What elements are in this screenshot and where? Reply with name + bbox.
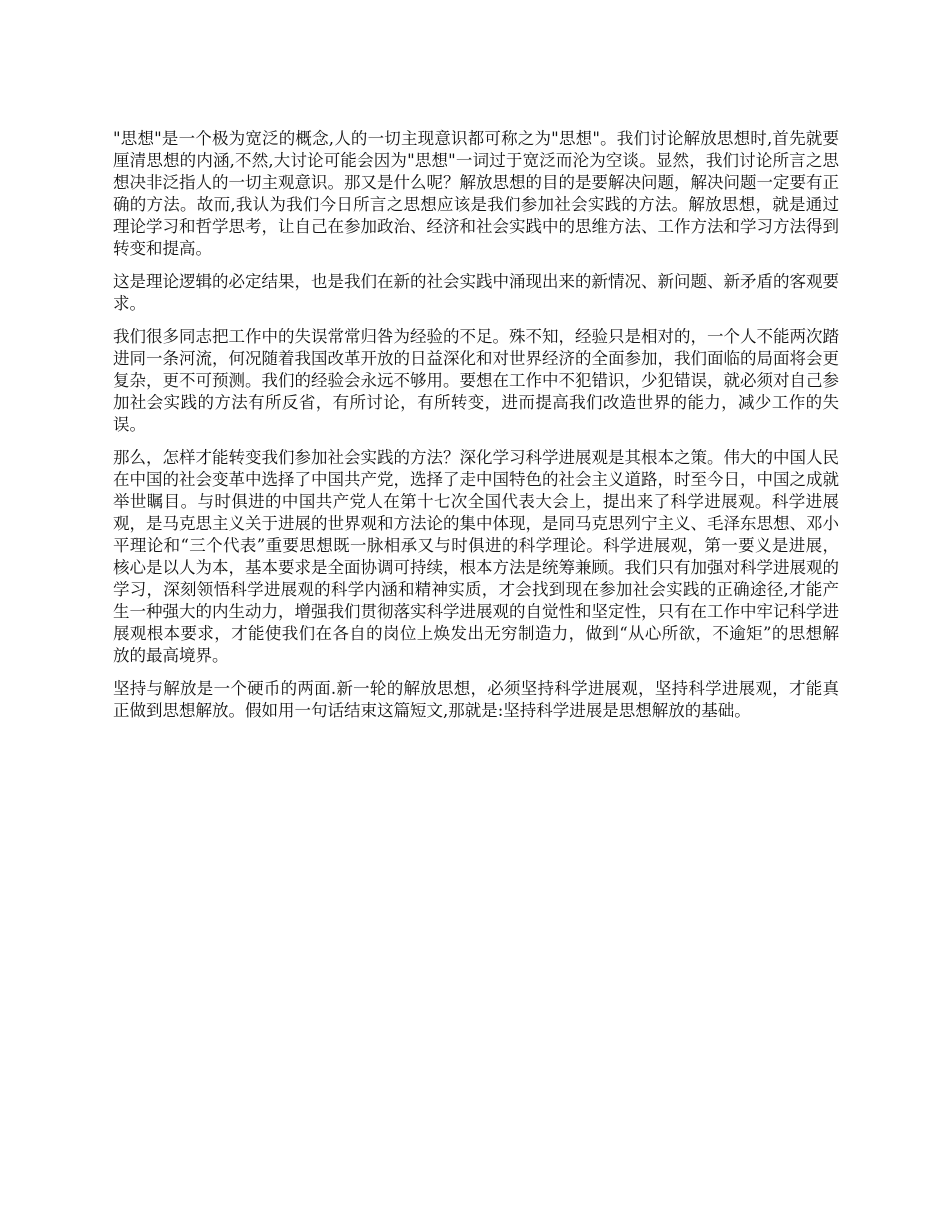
paragraph-3: 我们很多同志把工作中的失误常常归咎为经验的不足。殊不知，经验只是相对的，一个人不能两次踏进同一条河流，何况随着我国改革开放的日益深化和对世界经济的全面参加，我们面临的局面将会更复杂，更不可预测。我们的经验会永远不够用。要想在工作中不犯错识，少犯错误，就必须对自己参加社会实践的方法有所反省，有所讨论，有所转变，进而提高我们改造世界的能力，减少工作的失误。 (113, 327, 839, 434)
document-body (113, 128, 839, 733)
paragraph-4: 那么，怎样才能转变我们参加社会实践的方法？深化学习科学进展观是其根本之策。伟大的中国人民在中国的社会变革中选择了中国共产党，选择了走中国特色的社会主义道路，时至今日，中国之成就举世瞩目。与时俱进的中国共产党人在第十七次全国代表大会上，提出来了科学进展观。科学进展观，是马克思主义关于进展的世界观和方法论的集中体现，是同马克思列宁主义、毛泽东思想、邓小平理论和“三个代表”重要思想既一脉相承又与时俱进的科学理论。科学进展观，第一要义是进展，核心是以人为本，基本要求是全面协调可持续，根本方法是统筹兼顾。我们只有加强对科学进展观的学习，深刻领悟科学进展观的科学内涵和精神实质，才会找到现在参加社会实践的正确途径,才能产生一种强大的内生动力，增强我们贯彻落实科学进展观的自觉性和坚定性，只有在工作中牢记科学进展观根本要求，才能使我们在各自的岗位上焕发出无穷制造力，做到“从心所欲，不逾矩”的思想解放的最高境界。 (113, 448, 839, 665)
paragraph-5: 坚持与解放是一个硬币的两面.新一轮的解放思想，必须坚持科学进展观，坚持科学进展观，才能真正做到思想解放。假如用一句话结束这篇短文,那就是:坚持科学进展是思想解放的基础。 (113, 679, 839, 720)
paragraph-2: 这是理论逻辑的必定结果，也是我们在新的社会实践中涌现出来的新情况、新问题、新矛盾的客观要求。 (113, 272, 839, 313)
paragraph-1: "思想"是一个极为宽泛的概念,人的一切主现意识都可称之为"思想"。我们讨论解放思想时,首先就要厘清思想的内涵,不然,大讨论可能会因为"思想"一词过于宽泛而沦为空谈。显然，我们讨论所言之思想决非泛指人的一切主观意识。那又是什么呢？解放思想的目的是要解决问题，解决问题一定要有正确的方法。故而,我认为我们今日所言之思想应该是我们参加社会实践的方法。解放思想，就是通过理论学习和哲学思考，让自己在参加政治、经济和社会实践中的思维方法、工作方法和学习方法得到转变和提高。 (113, 129, 839, 258)
